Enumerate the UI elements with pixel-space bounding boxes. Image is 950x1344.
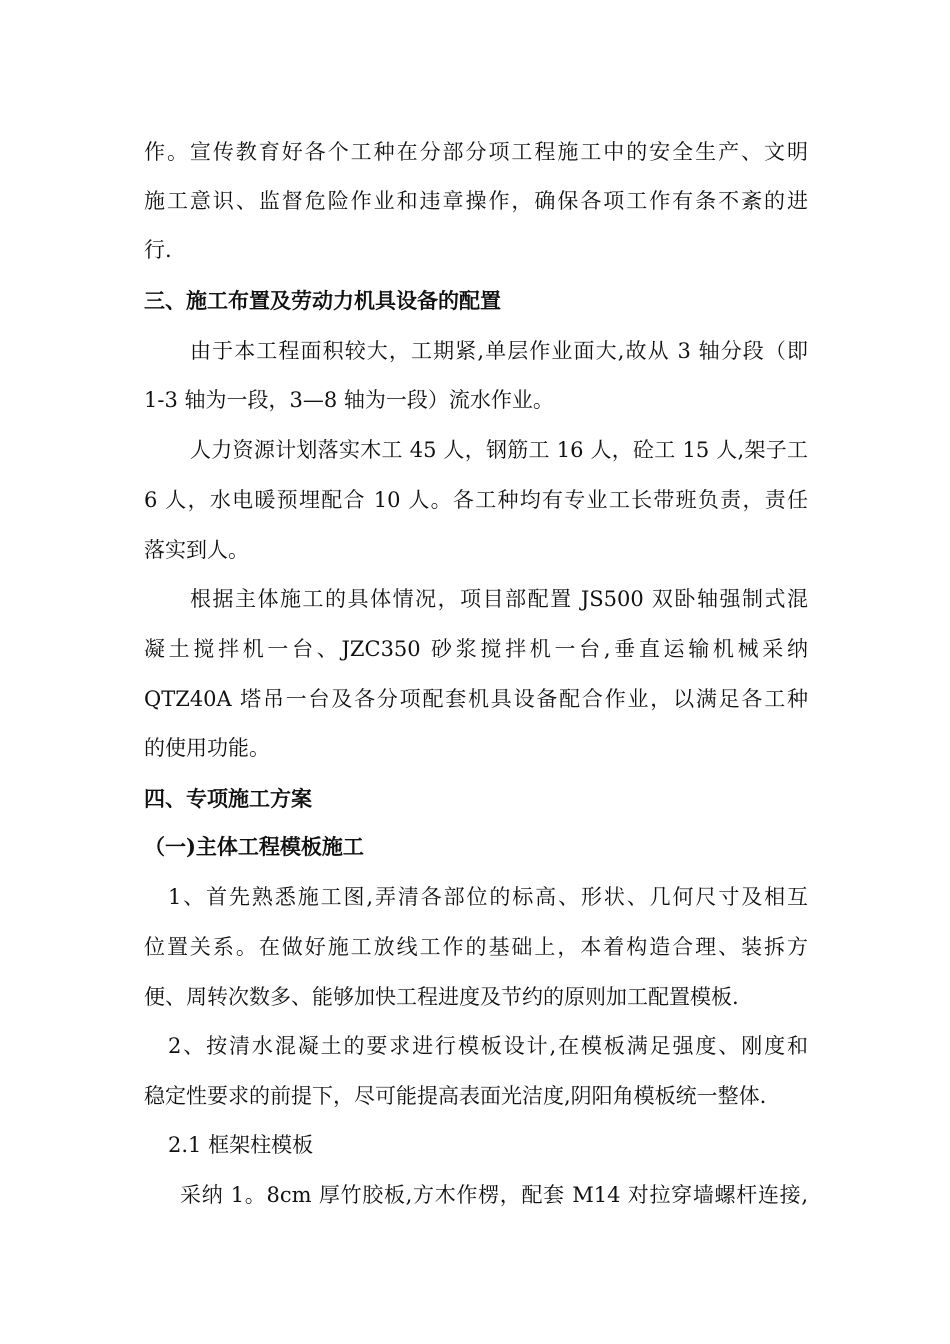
paragraph-line: 施工意识、监督危险作业和违章操作，确保各项工作有条不紊的进 [144, 189, 808, 213]
paragraph-line: 便、周转次数多、能够加快工程进度及节约的原则加工配置模板. [144, 985, 739, 1009]
section-heading-4: 四、专项施工方案 [144, 786, 312, 811]
paragraph-line: 落实到人。 [144, 538, 249, 562]
section-heading-3: 三、施工布置及劳动力机具设备的配置 [144, 288, 501, 313]
paragraph-line: QTZ40A 塔吊一台及各分项配套机具设备配合作业，以满足各工种 [144, 687, 808, 711]
paragraph-line: 行. [144, 238, 172, 262]
paragraph-line: 2、按清水混凝土的要求进行模板设计,在模板满足强度、刚度和 [168, 1034, 808, 1058]
paragraph-line: 1-3 轴为一段，3—8 轴为一段）流水作业。 [144, 388, 554, 412]
subsection-heading-2-1: 2.1 框架柱模板 [168, 1133, 314, 1157]
paragraph-line: 位置关系。在做好施工放线工作的基础上，本着构造合理、装拆方 [144, 935, 808, 959]
paragraph-line: 凝土搅拌机一台、JZC350 砂浆搅拌机一台,垂直运输机械采纳 [144, 637, 808, 661]
paragraph-line: 由于本工程面积较大，工期紧,单层作业面大,故从 3 轴分段（即 [190, 339, 808, 363]
paragraph-line: 1、首先熟悉施工图,弄清各部位的标高、形状、几何尺寸及相互 [168, 885, 808, 909]
subsection-heading-1: （一)主体工程模板施工 [144, 834, 364, 859]
paragraph-line: 人力资源计划落实木工 45 人，钢筋工 16 人，砼工 15 人,架子工 [190, 438, 808, 462]
paragraph-line: 根据主体施工的具体情况，项目部配置 JS500 双卧轴强制式混 [190, 587, 808, 611]
paragraph-line: 稳定性要求的前提下，尽可能提高表面光洁度,阴阳角模板统一整体. [144, 1084, 767, 1108]
paragraph-line: 的使用功能。 [144, 736, 270, 760]
paragraph-line: 作。宣传教育好各个工种在分部分项工程施工中的安全生产、文明 [144, 140, 808, 164]
paragraph-line: 采纳 1。8cm 厚竹胶板,方木作楞，配套 M14 对拉穿墙螺杆连接, [180, 1183, 808, 1207]
paragraph-line: 6 人，水电暖预埋配合 10 人。各工种均有专业工长带班负责，责任 [144, 488, 808, 512]
